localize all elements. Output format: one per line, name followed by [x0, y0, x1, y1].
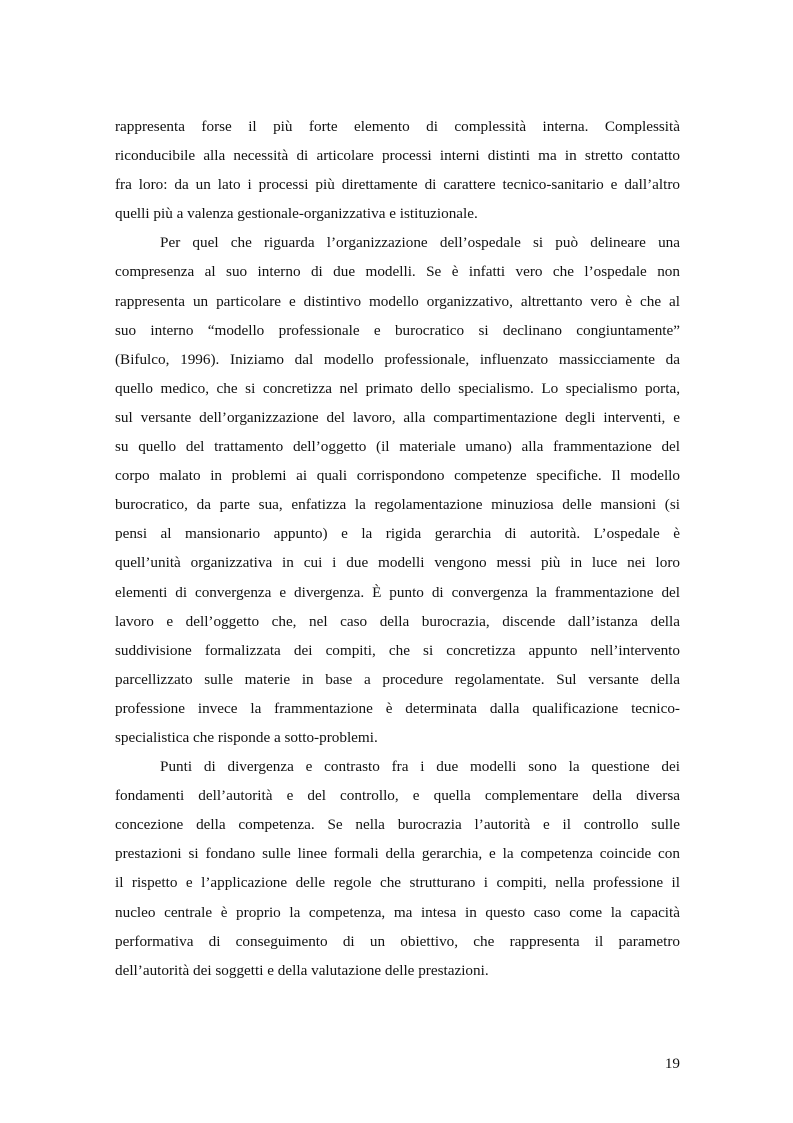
text-line: performativa di conseguimento di un obiettivo, che rappresenta il parametro	[115, 932, 680, 950]
text-line: parcellizzato sulle materie in base a procedure regolamentate. Sul versante della	[115, 670, 680, 688]
text-line: il rispetto e l’applicazione delle regole che strutturano i compiti, nella professione il	[115, 874, 680, 892]
text-line: rappresenta un particolare e distintivo modello organizzativo, altrettanto vero è che al	[115, 292, 680, 310]
text-line: specialistica che risponde a sotto-problemi.	[115, 728, 378, 746]
text-line: suddivisione formalizzata dei compiti, che si concretizza appunto nell’intervento	[115, 641, 680, 659]
text-line: professione invece la frammentazione è determinata dalla qualificazione tecnico-	[115, 699, 680, 717]
text-line: rappresenta forse il più forte elemento di complessità interna. Complessità	[115, 118, 680, 135]
text-line: suo interno “modello professionale e burocratico si declinano congiuntamente”	[115, 321, 680, 339]
text-line: elementi di convergenza e divergenza. È punto di convergenza la frammentazione del	[115, 583, 680, 601]
body-text	[115, 112, 680, 985]
text-line: (Bifulco, 1996). Iniziamo dal modello professionale, influenzato massicciamente da	[115, 350, 680, 368]
text-line: Per quel che riguarda l’organizzazione dell’ospedale si può delineare una	[160, 234, 680, 252]
text-line: riconducibile alla necessità di articolare processi interni distinti ma in stretto contatto	[115, 147, 680, 165]
text-line: fondamenti dell’autorità e del controllo, e quella complementare della diversa	[115, 787, 680, 805]
text-line: quello medico, che si concretizza nel primato dello specialismo. Lo specialismo porta,	[115, 379, 680, 397]
text-line: compresenza al suo interno di due modelli. Se è infatti vero che l’ospedale non	[115, 263, 680, 281]
page-number: 19	[664, 1055, 680, 1072]
text-line: fra loro: da un lato i processi più direttamente di carattere tecnico-sanitario e dall’altro	[115, 176, 680, 194]
text-line: lavoro e dell’oggetto che, nel caso della burocrazia, discende dall’istanza della	[115, 612, 680, 630]
text-line: sul versante dell’organizzazione del lavoro, alla compartimentazione degli interventi, e	[115, 408, 680, 426]
paragraph-3	[115, 752, 680, 985]
text-line: dell’autorità dei soggetti e della valutazione delle prestazioni.	[115, 961, 489, 979]
text-line: concezione della competenza. Se nella burocrazia l’autorità e il controllo sulle	[115, 816, 680, 834]
text-line: prestazioni si fondano sulle linee formali della gerarchia, e la competenza coincide con	[115, 845, 680, 863]
text-line: pensi al mansionario appunto) e la rigida gerarchia di autorità. L’ospedale è	[115, 525, 680, 543]
text-line: su quello del trattamento dell’oggetto (il materiale umano) alla frammentazione del	[115, 438, 680, 456]
paragraph-2	[115, 228, 680, 752]
text-line: corpo malato in problemi ai quali corrispondono competenze specifiche. Il modello	[115, 467, 680, 485]
text-line: nucleo centrale è proprio la competenza, ma intesa in questo caso come la capacità	[115, 903, 680, 921]
paragraph-1	[115, 112, 680, 228]
text-line: burocratico, da parte sua, enfatizza la regolamentazione minuziosa delle mansioni (si	[115, 496, 680, 514]
text-line: quelli più a valenza gestionale-organizzativa e istituzionale.	[115, 205, 478, 223]
text-line: Punti di divergenza e contrasto fra i due modelli sono la questione dei	[160, 758, 680, 776]
text-line: quell’unità organizzativa in cui i due modelli vengono messi più in luce nei loro	[115, 554, 680, 572]
